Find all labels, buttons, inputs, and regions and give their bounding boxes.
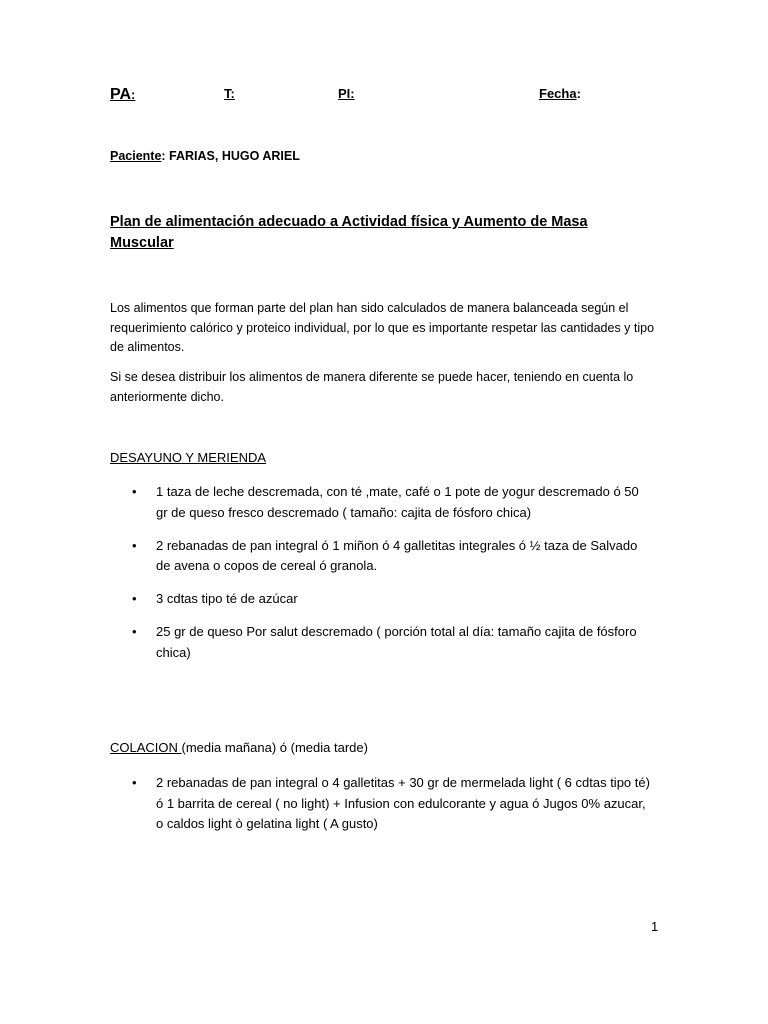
patient-label: Paciente xyxy=(110,149,162,163)
bullet-icon: • xyxy=(132,775,137,790)
patient-line xyxy=(110,149,300,163)
list-item xyxy=(110,589,650,610)
pa-field: PA: xyxy=(110,86,136,103)
list-item-text: 25 gr de queso Por salut descremado ( porción total al día: tamaño cajita de fósforo chica) xyxy=(156,624,637,660)
list-item xyxy=(110,773,650,835)
section-heading-label: COLACION xyxy=(110,740,182,755)
intro-paragraph: Los alimentos que forman parte del plan han sido calculados de manera balanceada según el requerimiento calórico y proteico individual, por lo que es importante respetar las cantidades y tipo de alimentos. xyxy=(110,301,655,354)
t-field xyxy=(224,86,235,101)
section-heading-desayuno xyxy=(110,450,266,465)
list-item xyxy=(110,536,650,577)
section-heading-rest: (media mañana) ó (media tarde) xyxy=(181,740,368,755)
bullet-icon: • xyxy=(132,484,137,499)
page-number: 1 xyxy=(651,919,659,934)
section-heading-label: DESAYUNO Y MERIENDA xyxy=(110,450,267,465)
list-item xyxy=(110,622,650,663)
fecha-field: Fecha: xyxy=(539,86,581,101)
list-item-text: 3 cdtas tipo té de azúcar xyxy=(156,591,298,606)
pi-field xyxy=(338,86,355,101)
patient-name: : FARIAS, HUGO ARIEL xyxy=(161,149,300,163)
desayuno-list xyxy=(110,482,650,676)
pa-label: PA xyxy=(110,86,132,103)
plan-title: Plan de alimentación adecuado a Actividad física y Aumento de Masa Muscular xyxy=(110,214,588,251)
list-item xyxy=(110,482,650,523)
bullet-icon: • xyxy=(132,591,137,606)
pi-label: PI: xyxy=(338,86,355,101)
bullet-icon: • xyxy=(132,624,137,639)
list-item-text: 2 rebanadas de pan integral o 4 galletitas + 30 gr de mermelada light ( 6 cdtas tipo té) ó 1 barrita de cereal ( no light) + Infusion con edulcorante y agua ó Jugos 0% azucar, o caldos light ò gelatina light ( A gusto) xyxy=(156,775,650,831)
section-heading-colacion xyxy=(110,740,368,755)
list-item-text: 1 taza de leche descremada, con té ,mate, café o 1 pote de yogur descremado ó 50 gr de queso fresco descremado ( tamaño: cajita de fósforo chica) xyxy=(156,484,639,520)
fecha-label: Fecha xyxy=(539,86,577,101)
colacion-list xyxy=(110,773,650,847)
bullet-icon: • xyxy=(132,537,137,553)
t-label: T: xyxy=(224,86,235,101)
intro-paragraph: Si se desea distribuir los alimentos de manera diferente se puede hacer, teniendo en cuenta lo anteriormente dicho. xyxy=(110,370,634,404)
list-item-text: 2 rebanadas de pan integral ó 1 miñon ó 4 galletitas integrales ó ½ taza de Salvado de avena o copos de cereal ó granola. xyxy=(156,537,638,573)
